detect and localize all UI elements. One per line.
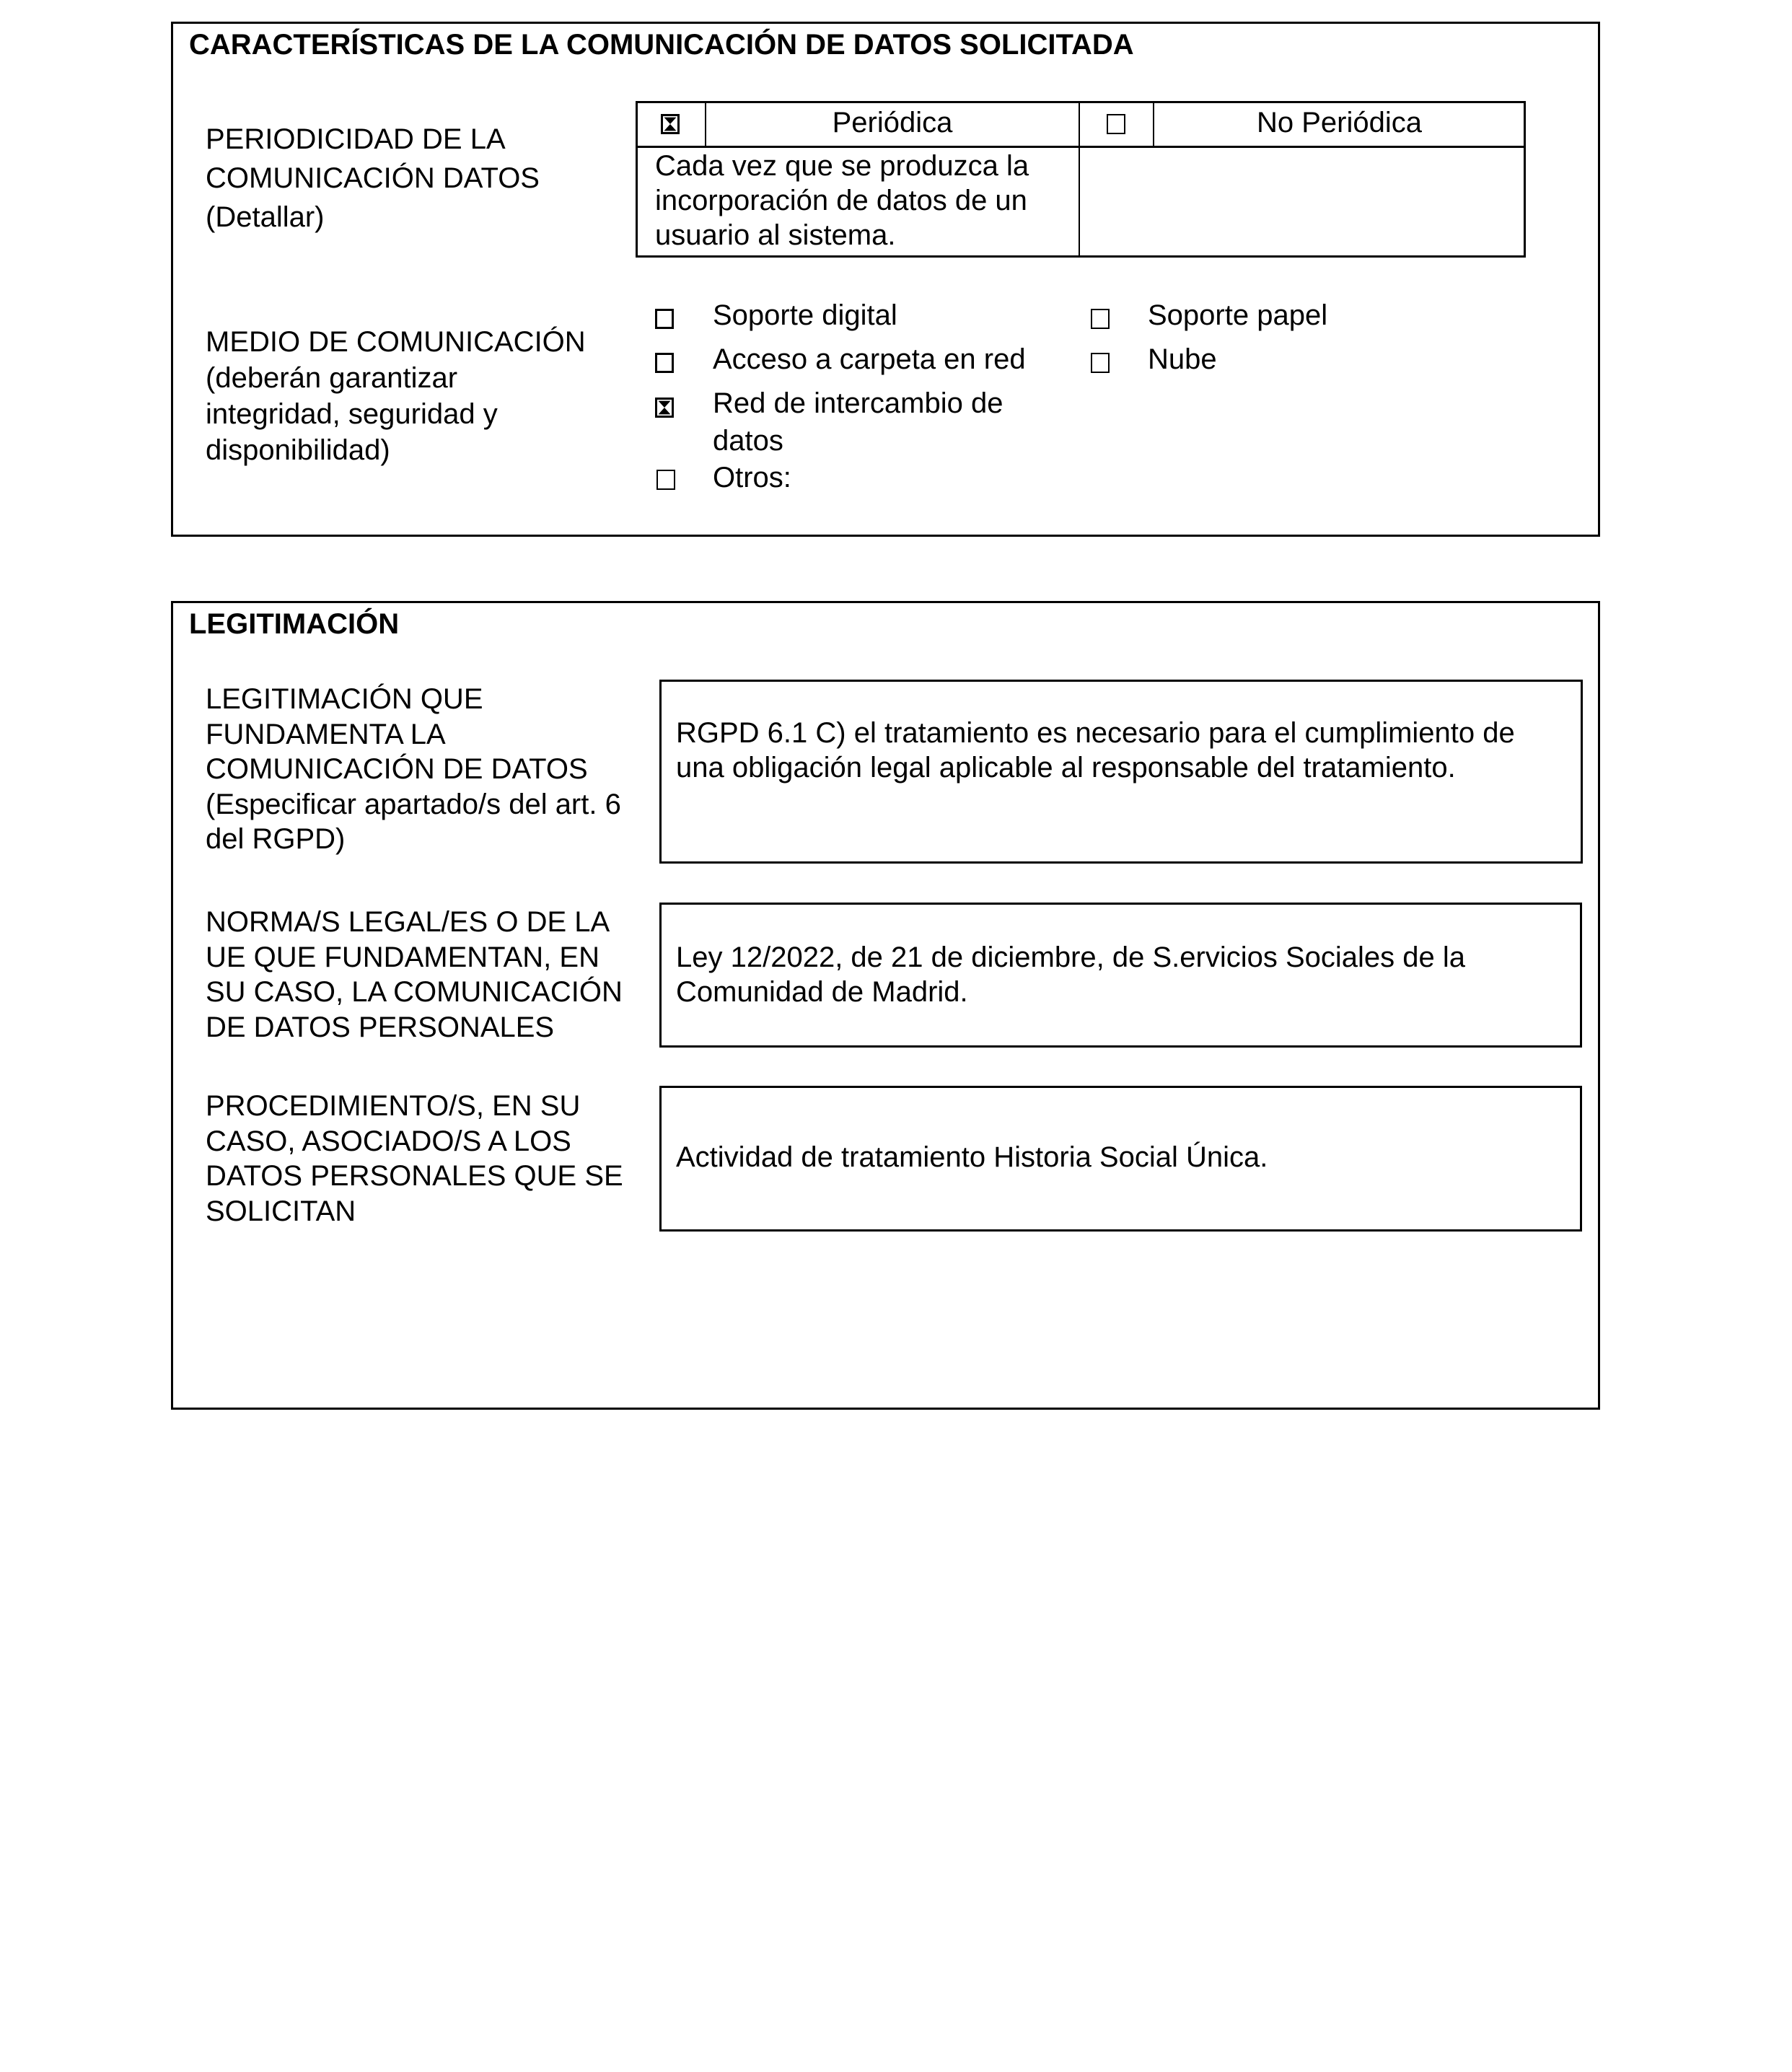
- value-line: Actividad de tratamiento Historia Social Única.: [676, 1141, 1268, 1173]
- option-line: Soporte papel: [1148, 299, 1328, 331]
- red-intercambio-datos-label: [713, 385, 1003, 460]
- label-line: LEGITIMACIÓN QUE: [206, 683, 483, 715]
- soporte-papel-label: [1148, 297, 1327, 333]
- detail-line: Cada vez que se produzca la: [655, 150, 1029, 182]
- norma-legal-value: [676, 940, 1465, 1009]
- legitimacion-fundamento-label: [206, 682, 621, 857]
- section-title-legitimacion: LEGITIMACIÓN: [189, 608, 400, 640]
- periodicidad-label: [206, 120, 540, 237]
- periodica-option-label: Periódica: [832, 107, 953, 139]
- nube-checkbox[interactable]: [1091, 353, 1110, 373]
- checked-x-icon: [657, 400, 672, 416]
- legitimacion-fundamento-value: [676, 716, 1515, 785]
- label-line: FUNDAMENTA LA: [206, 718, 446, 750]
- procedimiento-value: [676, 1140, 1268, 1175]
- periodica-checkbox[interactable]: [661, 114, 680, 134]
- label-line: disponibilidad): [206, 434, 390, 466]
- label-line: SOLICITAN: [206, 1195, 356, 1227]
- label-line: SU CASO, LA COMUNICACIÓN: [206, 976, 623, 1008]
- label-line: CASO, ASOCIADO/S A LOS: [206, 1125, 571, 1157]
- label-line: NORMA/S LEGAL/ES O DE LA: [206, 906, 610, 938]
- red-intercambio-datos-checkbox[interactable]: [655, 398, 674, 418]
- label-line: COMUNICACIÓN DATOS: [206, 162, 540, 194]
- option-line: Otros:: [713, 462, 791, 493]
- label-line: DATOS PERSONALES QUE SE: [206, 1160, 623, 1192]
- detail-line: incorporación de datos de un: [655, 185, 1027, 216]
- value-line: Ley 12/2022, de 21 de diciembre, de S.ervicios Sociales de la: [676, 941, 1466, 973]
- value-line: una obligación legal aplicable al responsable del tratamiento.: [676, 752, 1456, 783]
- no-periodica-checkbox[interactable]: [1107, 114, 1125, 134]
- acceso-carpeta-red-checkbox[interactable]: [655, 353, 674, 373]
- value-line: Comunidad de Madrid.: [676, 976, 968, 1008]
- label-line: UE QUE FUNDAMENTAN, EN: [206, 941, 599, 973]
- medio-label: [206, 324, 586, 468]
- detail-line: usuario al sistema.: [655, 219, 896, 251]
- label-line: del RGPD): [206, 823, 346, 855]
- label-line: COMUNICACIÓN DE DATOS: [206, 753, 588, 785]
- option-line: Acceso a carpeta en red: [713, 343, 1026, 375]
- soporte-digital-label: [713, 297, 897, 333]
- label-line: DE DATOS PERSONALES: [206, 1011, 555, 1043]
- label-line: PROCEDIMIENTO/S, EN SU: [206, 1090, 581, 1122]
- value-line: RGPD 6.1 C) el tratamiento es necesario para el cumplimiento de: [676, 717, 1515, 749]
- option-line: Soporte digital: [713, 299, 897, 331]
- label-line: (Detallar): [206, 201, 325, 233]
- table-row-divider: [636, 146, 1526, 148]
- section-title-caracteristicas: CARACTERÍSTICAS DE LA COMUNICACIÓN DE DATOS SOLICITADA: [189, 29, 1134, 61]
- option-line: datos: [713, 425, 783, 457]
- soporte-digital-checkbox[interactable]: [655, 309, 674, 329]
- soporte-papel-checkbox[interactable]: [1091, 309, 1110, 329]
- no-periodica-option-label: No Periódica: [1256, 107, 1422, 139]
- option-line: Red de intercambio de: [713, 387, 1003, 419]
- label-line: (deberán garantizar: [206, 362, 458, 394]
- norma-legal-label: [206, 905, 623, 1045]
- label-line: PERIODICIDAD DE LA: [206, 123, 506, 155]
- label-line: MEDIO DE COMUNICACIÓN: [206, 326, 586, 358]
- otros-checkbox[interactable]: [656, 470, 675, 490]
- acceso-carpeta-red-label: [713, 341, 1026, 377]
- checked-x-icon: [663, 116, 677, 132]
- label-line: integridad, seguridad y: [206, 398, 498, 430]
- option-line: Nube: [1148, 343, 1217, 375]
- label-line: (Especificar apartado/s del art. 6: [206, 788, 621, 820]
- nube-label: [1148, 341, 1217, 377]
- otros-label: [713, 460, 791, 496]
- periodica-detail-text: [655, 149, 1029, 253]
- table-col-divider: [1079, 101, 1080, 258]
- procedimiento-label: [206, 1089, 623, 1229]
